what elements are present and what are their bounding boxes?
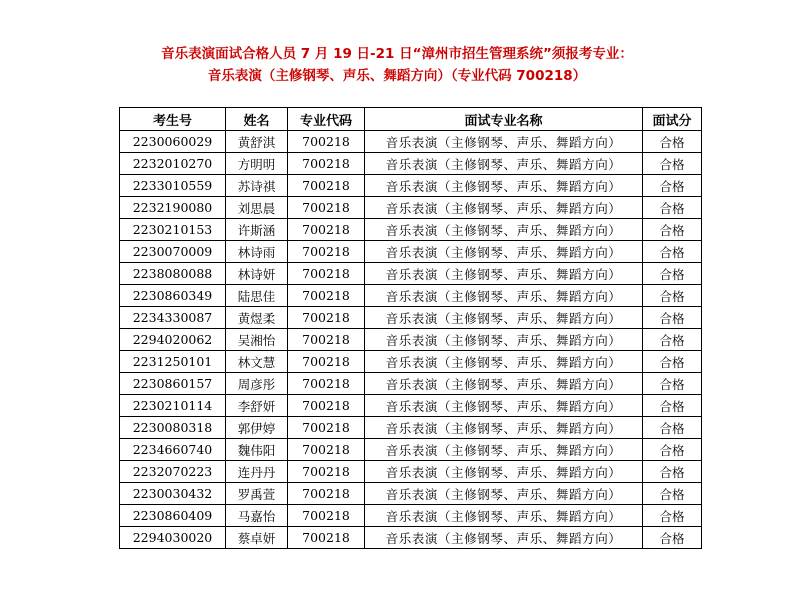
table-header-row <box>120 108 702 131</box>
cell-interview-score: 合格 <box>643 219 702 241</box>
cell-interview-score: 合格 <box>643 527 702 549</box>
cell-major-code: 700218 <box>288 241 365 263</box>
cell-name: 马嘉怡 <box>226 505 288 527</box>
table-row <box>120 329 702 351</box>
table-row <box>120 263 702 285</box>
cell-major-code: 700218 <box>288 417 365 439</box>
cell-major-name: 音乐表演（主修钢琴、声乐、舞蹈方向） <box>365 373 643 395</box>
cell-major-name: 音乐表演（主修钢琴、声乐、舞蹈方向） <box>365 131 643 153</box>
cell-interview-score: 合格 <box>643 373 702 395</box>
cell-name: 连丹丹 <box>226 461 288 483</box>
cell-major-code: 700218 <box>288 285 365 307</box>
cell-major-code: 700218 <box>288 263 365 285</box>
cell-exam-id: 2230060029 <box>120 131 226 153</box>
cell-major-code: 700218 <box>288 483 365 505</box>
cell-major-name: 音乐表演（主修钢琴、声乐、舞蹈方向） <box>365 395 643 417</box>
cell-major-name: 音乐表演（主修钢琴、声乐、舞蹈方向） <box>365 417 643 439</box>
cell-major-name: 音乐表演（主修钢琴、声乐、舞蹈方向） <box>365 285 643 307</box>
cell-major-code: 700218 <box>288 351 365 373</box>
cell-major-code: 700218 <box>288 527 365 549</box>
cell-name: 黄舒淇 <box>226 131 288 153</box>
cell-interview-score: 合格 <box>643 241 702 263</box>
cell-name: 许斯涵 <box>226 219 288 241</box>
cell-name: 林文慧 <box>226 351 288 373</box>
cell-name: 方明明 <box>226 153 288 175</box>
cell-major-name: 音乐表演（主修钢琴、声乐、舞蹈方向） <box>365 197 643 219</box>
cell-interview-score: 合格 <box>643 131 702 153</box>
cell-exam-id: 2294030020 <box>120 527 226 549</box>
cell-interview-score: 合格 <box>643 505 702 527</box>
cell-name: 黄煜柔 <box>226 307 288 329</box>
cell-interview-score: 合格 <box>643 439 702 461</box>
table-row <box>120 219 702 241</box>
cell-major-code: 700218 <box>288 175 365 197</box>
table-row <box>120 175 702 197</box>
cell-major-code: 700218 <box>288 439 365 461</box>
cell-interview-score: 合格 <box>643 175 702 197</box>
document-title-line-2: 音乐表演（主修钢琴、声乐、舞蹈方向）（专业代码 700218） <box>207 68 587 84</box>
cell-major-name: 音乐表演（主修钢琴、声乐、舞蹈方向） <box>365 351 643 373</box>
cell-name: 林诗妍 <box>226 263 288 285</box>
cell-exam-id: 2234330087 <box>120 307 226 329</box>
cell-name: 郭伊婷 <box>226 417 288 439</box>
cell-interview-score: 合格 <box>643 153 702 175</box>
cell-major-name: 音乐表演（主修钢琴、声乐、舞蹈方向） <box>365 505 643 527</box>
cell-name: 周彦彤 <box>226 373 288 395</box>
cell-major-name: 音乐表演（主修钢琴、声乐、舞蹈方向） <box>365 461 643 483</box>
cell-interview-score: 合格 <box>643 417 702 439</box>
cell-major-name: 音乐表演（主修钢琴、声乐、舞蹈方向） <box>365 153 643 175</box>
cell-exam-id: 2231250101 <box>120 351 226 373</box>
cell-name: 刘思晨 <box>226 197 288 219</box>
cell-name: 李舒妍 <box>226 395 288 417</box>
cell-exam-id: 2233010559 <box>120 175 226 197</box>
cell-name: 陆思佳 <box>226 285 288 307</box>
cell-interview-score: 合格 <box>643 263 702 285</box>
table-row <box>120 351 702 373</box>
table-row <box>120 395 702 417</box>
table-row <box>120 153 702 175</box>
table-row <box>120 417 702 439</box>
header-major-code: 专业代码 <box>288 108 365 131</box>
cell-major-name: 音乐表演（主修钢琴、声乐、舞蹈方向） <box>365 219 643 241</box>
table-row <box>120 373 702 395</box>
cell-exam-id: 2230210114 <box>120 395 226 417</box>
cell-exam-id: 2230210153 <box>120 219 226 241</box>
table-row <box>120 131 702 153</box>
cell-major-code: 700218 <box>288 131 365 153</box>
table-row <box>120 505 702 527</box>
cell-major-code: 700218 <box>288 197 365 219</box>
document-title-line-1: 音乐表演面试合格人员 7 月 19 日-21 日“漳州市招生管理系统”须报考专业： <box>161 46 633 62</box>
cell-major-code: 700218 <box>288 329 365 351</box>
cell-name: 林诗雨 <box>226 241 288 263</box>
cell-major-code: 700218 <box>288 395 365 417</box>
table-row <box>120 285 702 307</box>
table-row <box>120 527 702 549</box>
cell-interview-score: 合格 <box>643 461 702 483</box>
cell-name: 罗禹萱 <box>226 483 288 505</box>
cell-exam-id: 2230070009 <box>120 241 226 263</box>
header-major-name: 面试专业名称 <box>365 108 643 131</box>
cell-name: 苏诗祺 <box>226 175 288 197</box>
cell-major-code: 700218 <box>288 373 365 395</box>
cell-interview-score: 合格 <box>643 395 702 417</box>
table-body <box>120 131 702 549</box>
cell-exam-id: 2294020062 <box>120 329 226 351</box>
cell-major-code: 700218 <box>288 153 365 175</box>
cell-exam-id: 2232070223 <box>120 461 226 483</box>
cell-exam-id: 2234660740 <box>120 439 226 461</box>
cell-major-name: 音乐表演（主修钢琴、声乐、舞蹈方向） <box>365 241 643 263</box>
cell-exam-id: 2230080318 <box>120 417 226 439</box>
results-table <box>119 107 702 549</box>
table-header <box>120 108 702 131</box>
cell-major-name: 音乐表演（主修钢琴、声乐、舞蹈方向） <box>365 483 643 505</box>
cell-exam-id: 2230860409 <box>120 505 226 527</box>
cell-major-name: 音乐表演（主修钢琴、声乐、舞蹈方向） <box>365 439 643 461</box>
cell-major-name: 音乐表演（主修钢琴、声乐、舞蹈方向） <box>365 263 643 285</box>
cell-name: 蔡卓妍 <box>226 527 288 549</box>
cell-major-code: 700218 <box>288 219 365 241</box>
table-row <box>120 241 702 263</box>
cell-name: 吴湘怡 <box>226 329 288 351</box>
cell-interview-score: 合格 <box>643 197 702 219</box>
header-exam-id: 考生号 <box>120 108 226 131</box>
cell-exam-id: 2238080088 <box>120 263 226 285</box>
table-row <box>120 461 702 483</box>
cell-name: 魏伟阳 <box>226 439 288 461</box>
cell-exam-id: 2232190080 <box>120 197 226 219</box>
table-row <box>120 307 702 329</box>
cell-exam-id: 2232010270 <box>120 153 226 175</box>
cell-exam-id: 2230030432 <box>120 483 226 505</box>
header-name: 姓名 <box>226 108 288 131</box>
cell-interview-score: 合格 <box>643 483 702 505</box>
cell-major-name: 音乐表演（主修钢琴、声乐、舞蹈方向） <box>365 527 643 549</box>
cell-interview-score: 合格 <box>643 285 702 307</box>
cell-major-code: 700218 <box>288 307 365 329</box>
cell-major-name: 音乐表演（主修钢琴、声乐、舞蹈方向） <box>365 175 643 197</box>
cell-interview-score: 合格 <box>643 351 702 373</box>
header-interview-score: 面试分 <box>643 108 702 131</box>
cell-major-name: 音乐表演（主修钢琴、声乐、舞蹈方向） <box>365 329 643 351</box>
cell-interview-score: 合格 <box>643 329 702 351</box>
cell-exam-id: 2230860349 <box>120 285 226 307</box>
cell-major-code: 700218 <box>288 461 365 483</box>
cell-exam-id: 2230860157 <box>120 373 226 395</box>
table-row <box>120 439 702 461</box>
cell-major-name: 音乐表演（主修钢琴、声乐、舞蹈方向） <box>365 307 643 329</box>
cell-major-code: 700218 <box>288 505 365 527</box>
table-row <box>120 197 702 219</box>
cell-interview-score: 合格 <box>643 307 702 329</box>
table-row <box>120 483 702 505</box>
